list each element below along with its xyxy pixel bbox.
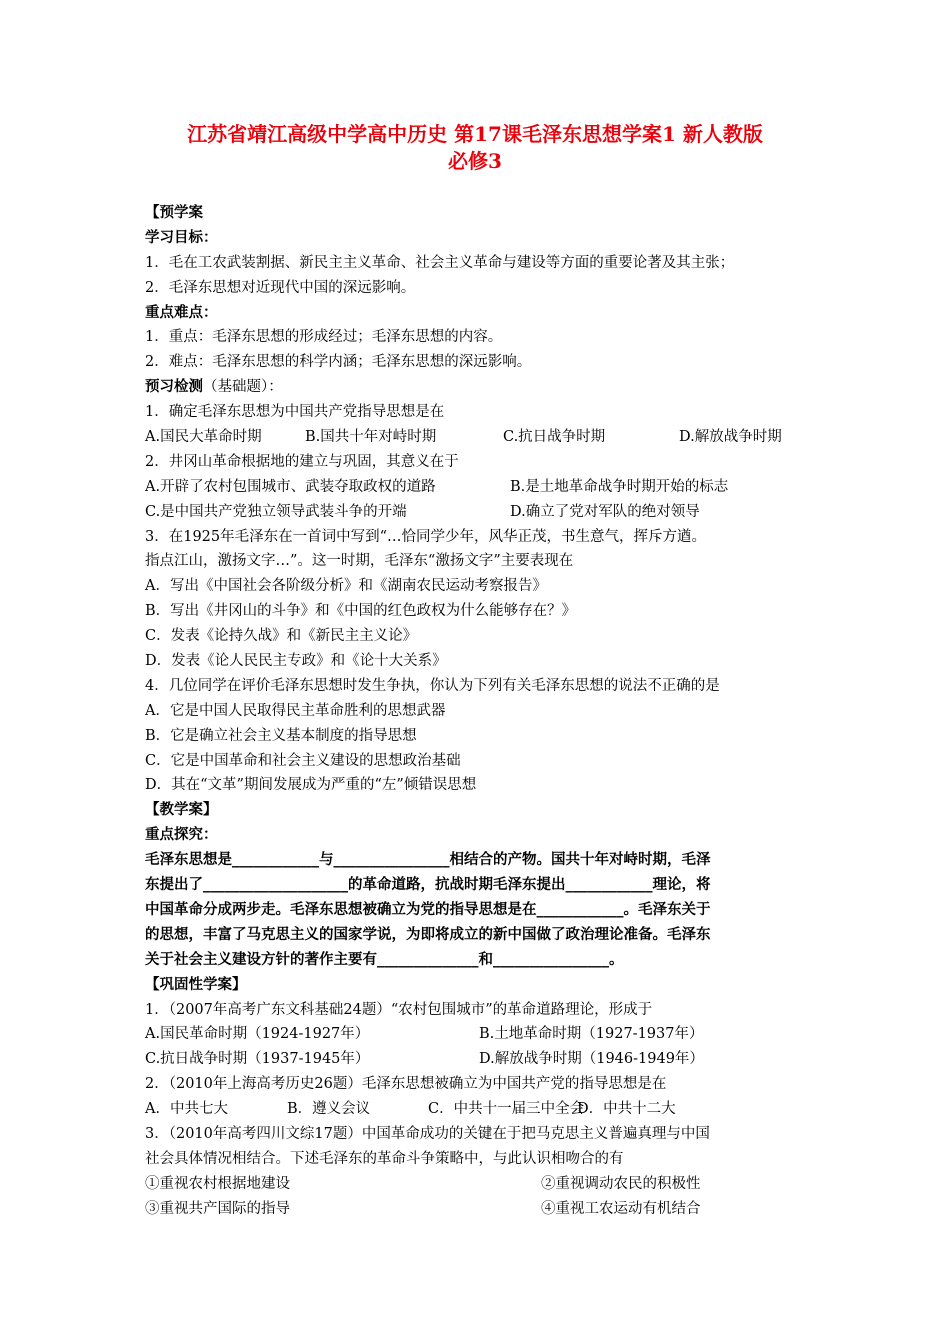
- option: A．它是中国人民取得民主革命胜利的思想武器: [145, 702, 446, 719]
- option: B.国共十年对峙时期: [305, 429, 437, 446]
- document-body: [145, 201, 825, 1222]
- option: B.土地革命时期（1927-1937年）: [479, 1026, 704, 1043]
- question-stem: 指点江山，激扬文字…”。这一时期，毛泽东“激扬文字”主要表现在: [145, 553, 574, 570]
- focus-label: 重点探究：: [145, 826, 218, 844]
- option: D.解放战争时期（1946-1949年）: [479, 1051, 704, 1068]
- preview-test-label-rest: （基础题）：: [203, 379, 283, 396]
- question-stem: 2．井冈山革命根据地的建立与巩固，其意义在于: [145, 453, 459, 470]
- question-options: [145, 475, 825, 500]
- question-options: [145, 1097, 825, 1122]
- section-header-preview: 【预学案: [145, 204, 203, 221]
- key-points-label: 重点难点：: [145, 303, 218, 321]
- question-stem: 1．（2007年高考广东文科基础24题）“农村包围城市”的革命道路理论，形成于: [145, 1001, 653, 1018]
- question-options: [145, 425, 825, 450]
- fill-blank-line: 的思想，丰富了马克思主义的国家学说，为即将成立的新中国做了政治理论准备。毛泽东: [145, 925, 711, 943]
- question-options: [145, 1047, 825, 1072]
- question-options: [145, 1197, 825, 1222]
- question-stem: 3．在1925年毛泽东在一首词中写到“…恰同学少年，风华正茂，书生意气，挥斥方遒。: [145, 528, 707, 545]
- option: C.是中国共产党独立领导武装斗争的开端: [145, 503, 407, 520]
- goals-label: 学习目标：: [145, 228, 218, 246]
- option: D.解放战争时期: [679, 429, 782, 446]
- option: A．中共七大: [145, 1101, 228, 1118]
- preview-test-label: [145, 375, 825, 400]
- option: ④重视工农运动有机结合: [541, 1200, 701, 1217]
- title-line-1: 江苏省靖江高级中学高中历史 第17课毛泽东思想学案1 新人教版: [187, 122, 763, 146]
- option: B．遵义会议: [287, 1101, 371, 1118]
- option: A.国民革命时期（1924-1927年）: [145, 1026, 370, 1043]
- option: D．其在“文革”期间发展成为严重的“左”倾错误思想: [145, 777, 477, 794]
- option: C.抗日战争时期（1937-1945年）: [145, 1051, 370, 1068]
- section-header-consolidate: 【巩固性学案】: [145, 975, 247, 993]
- option: A．写出《中国社会各阶级分析》和《湖南农民运动考察报告》: [145, 578, 547, 595]
- option: C．它是中国革命和社会主义建设的思想政治基础: [145, 752, 461, 769]
- option: ①重视农村根据地建设: [145, 1175, 290, 1192]
- option: B．写出《井冈山的斗争》和《中国的红色政权为什么能够存在？》: [145, 603, 577, 620]
- option: B．它是确立社会主义基本制度的指导思想: [145, 727, 417, 744]
- option: D．中共十二大: [577, 1101, 676, 1118]
- question-options: [145, 500, 825, 525]
- option: C．中共十一届三中全会: [428, 1101, 585, 1118]
- fill-blank-line: 毛泽东思想是____________与________________相结合的产物。国共十年对峙时期，毛泽: [145, 851, 711, 869]
- fill-blank-line: 东提出了____________________的革命道路，抗战时期毛泽东提出____________理论，将: [145, 876, 711, 894]
- question-stem: 2．（2010年上海高考历史26题）毛泽东思想被确立为中国共产党的指导思想是在: [145, 1076, 667, 1093]
- title-line-2: 必修3: [448, 149, 502, 173]
- key-point-item: 2．难点：毛泽东思想的科学内涵；毛泽东思想的深远影响。: [145, 354, 532, 371]
- key-point-item: 1．重点：毛泽东思想的形成经过；毛泽东思想的内容。: [145, 329, 503, 346]
- question-stem: 4．几位同学在评价毛泽东思想时发生争执，你认为下列有关毛泽东思想的说法不正确的是: [145, 677, 720, 694]
- question-stem: 1．确定毛泽东思想为中国共产党指导思想是在: [145, 404, 445, 421]
- option: D．发表《论人民民主专政》和《论十大关系》: [145, 653, 447, 670]
- option: B.是土地革命战争时期开始的标志: [510, 478, 729, 495]
- fill-blank-line: 中国革命分成两步走。毛泽东思想被确立为党的指导思想是在____________。毛泽东关于: [145, 900, 711, 918]
- question-options: [145, 1022, 825, 1047]
- option: A.开辟了农村包围城市、武装夺取政权的道路: [145, 478, 436, 495]
- option: A.国民大革命时期: [145, 429, 262, 446]
- option: C．发表《论持久战》和《新民主主义论》: [145, 628, 418, 645]
- question-stem: 社会具体情况相结合。下述毛泽东的革命斗争策略中，与此认识相吻合的有: [145, 1150, 624, 1167]
- option: ③重视共产国际的指导: [145, 1200, 290, 1217]
- option: C.抗日战争时期: [503, 429, 606, 446]
- question-stem: 3．（2010年高考四川文综17题）中国革命成功的关键在于把马克思主义普遍真理与中国: [145, 1125, 710, 1142]
- section-header-teaching: 【教学案】: [145, 801, 218, 819]
- document-title: [110, 121, 840, 175]
- option: D.确立了党对军队的绝对领导: [510, 503, 700, 520]
- question-options: [145, 1172, 825, 1197]
- goal-item: 1．毛在工农武装割据、新民主主义革命、社会主义革命与建设等方面的重要论著及其主张；: [145, 254, 735, 271]
- preview-test-label-bold: 预习检测: [145, 378, 203, 396]
- option: ②重视调动农民的积极性: [541, 1175, 701, 1192]
- goal-item: 2．毛泽东思想对近现代中国的深远影响。: [145, 279, 416, 296]
- fill-blank-line: 关于社会主义建设方针的著作主要有______________和________________。: [145, 950, 624, 968]
